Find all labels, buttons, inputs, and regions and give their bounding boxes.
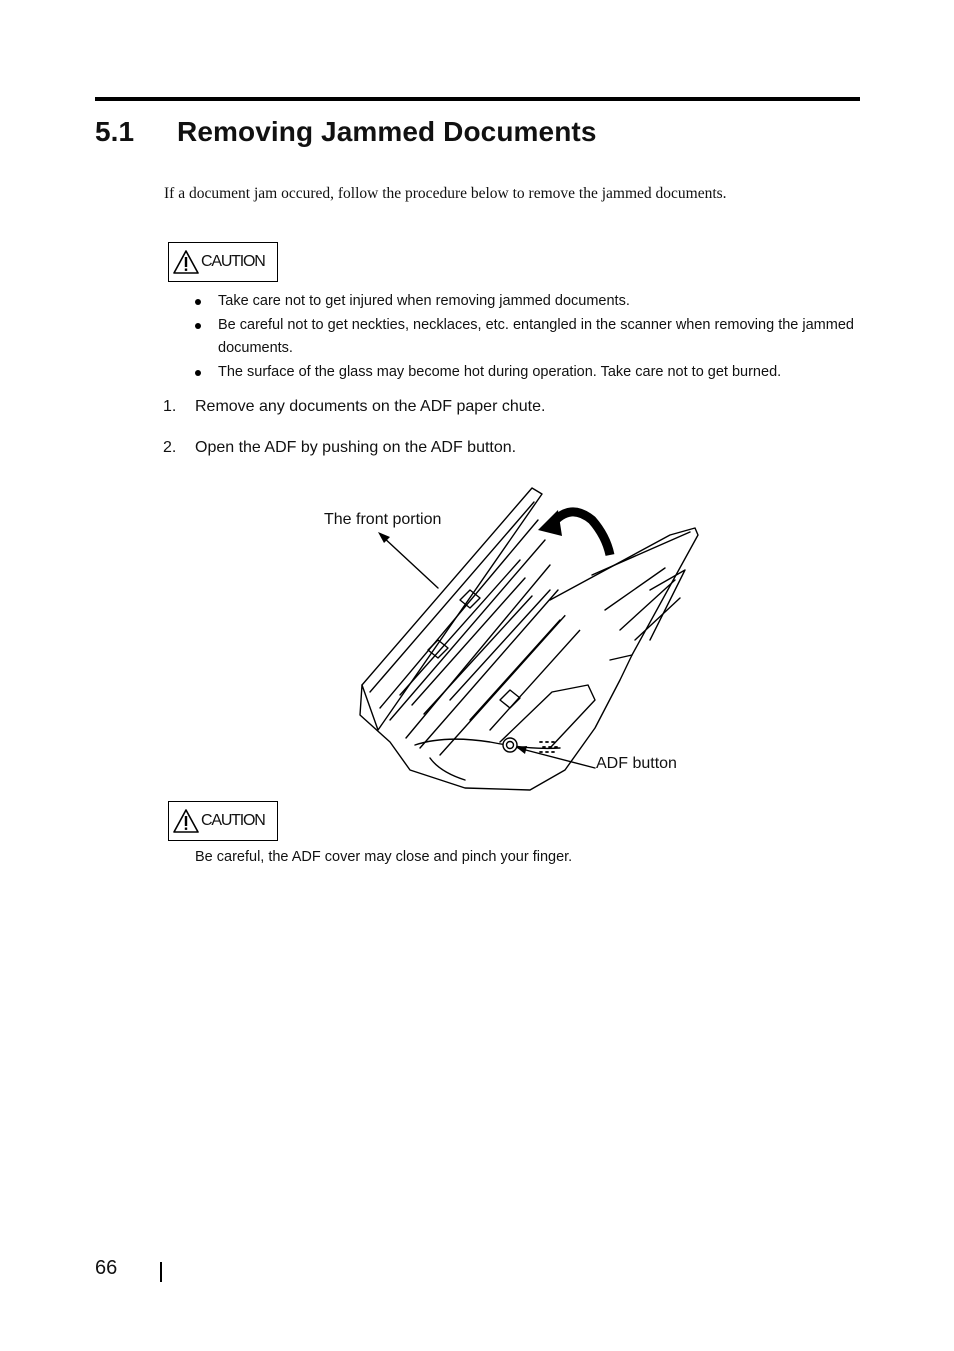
step-text: Open the ADF by pushing on the ADF button. bbox=[195, 439, 517, 456]
bullet-icon bbox=[195, 370, 201, 376]
step-number: 2. bbox=[163, 439, 177, 456]
caution-label: CAUTION bbox=[201, 812, 265, 829]
warning-icon bbox=[173, 250, 199, 274]
bullet-icon bbox=[195, 323, 201, 329]
bullet-text: The surface of the glass may become hot during operation. Take care not to get burned. bbox=[218, 363, 782, 380]
intro-paragraph: If a document jam occured, follow the procedure below to remove the jammed documents. bbox=[164, 185, 727, 202]
section-number: 5.1 bbox=[95, 116, 135, 147]
footer-divider bbox=[160, 1262, 162, 1282]
figure-label-front-portion: The front portion bbox=[324, 511, 442, 528]
step-number: 1. bbox=[163, 398, 177, 415]
bullet-text: Be careful not to get neckties, necklaces, etc. entangled in the scanner when removing the jammed documents. bbox=[218, 316, 854, 356]
page-number: 66 bbox=[95, 1257, 118, 1279]
section-title: Removing Jammed Documents bbox=[177, 116, 597, 147]
section-heading bbox=[95, 116, 597, 148]
warning-icon bbox=[173, 809, 199, 833]
list-item bbox=[195, 290, 860, 314]
step-text: Remove any documents on the ADF paper chute. bbox=[195, 398, 546, 415]
caution-label: CAUTION bbox=[201, 253, 265, 270]
caution-bullet-list bbox=[195, 290, 860, 384]
top-rule bbox=[95, 97, 860, 101]
step-1 bbox=[163, 398, 545, 416]
step-2 bbox=[163, 439, 516, 457]
bullet-icon bbox=[195, 299, 201, 305]
list-item bbox=[195, 314, 860, 361]
caution-text: Be careful, the ADF cover may close and pinch your finger. bbox=[195, 849, 573, 865]
caution-box bbox=[168, 242, 278, 282]
figure-label-adf-button: ADF button bbox=[596, 755, 677, 772]
caution-box bbox=[168, 801, 278, 841]
bullet-text: Take care not to get injured when removing jammed documents. bbox=[218, 293, 630, 309]
list-item bbox=[195, 361, 860, 385]
